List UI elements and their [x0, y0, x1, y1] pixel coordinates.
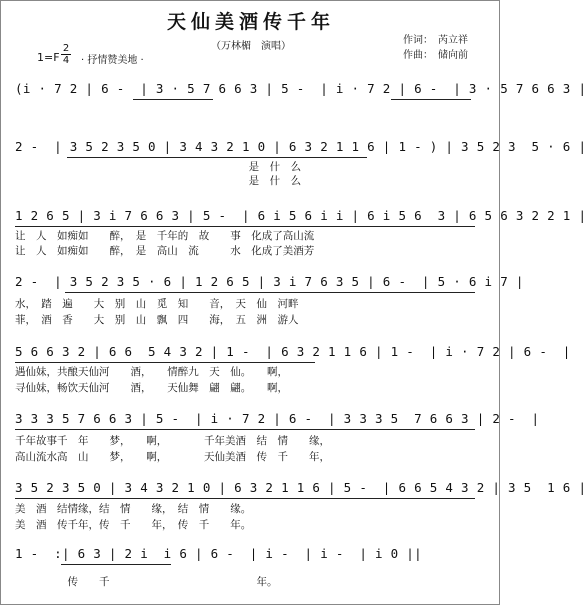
lyric-line: 美 酒 结情缘，结 情 缘， 结 情 缘。: [15, 503, 252, 515]
lyric-line: 让 人 如痴如 醉， 是 千年的 故 事 化成了高山流: [15, 230, 315, 242]
lyric-line: 让 人 如痴如 醉， 是 高山 流 水 化成了美酒芳: [15, 245, 315, 257]
beam-line: [15, 429, 475, 430]
beam-line: [391, 99, 471, 100]
time-signature-bottom: 4: [62, 55, 70, 66]
time-signature: [61, 43, 71, 66]
beam-line: [15, 498, 475, 499]
lyric-line: 美 酒 传千年，传 千 年， 传 千 年。: [15, 519, 252, 531]
beam-line: [61, 564, 171, 565]
beam-line: [133, 99, 213, 100]
notation-line: 1 2 6 5 | 3 i 7 6 6 3 | 5 - | 6 i 5 6 i i | 6 i 5 6 3 | 6 5 6 3 2 2 1 |: [15, 208, 586, 223]
notation-line: 2 - | 3 5 2 3 5 0 | 3 4 3 2 1 0 | 6 3 2 1 1 6 | 1 - ) | 3 5 2 3 5 · 6 |: [15, 139, 586, 154]
notation-line: 1 - :| 6 3 | 2 i i 6 | 6 - | i - | i - | i 0 ||: [15, 546, 422, 561]
beam-line: [67, 157, 367, 158]
singer-credit: （万林楣 演唱）: [211, 41, 291, 52]
lyric-line: 是 什 么: [15, 175, 302, 187]
notation-line: 3 5 2 3 5 0 | 3 4 3 2 1 0 | 6 3 2 1 1 6 | 5 - | 6 6 5 4 3 2 | 3 5 1 6 |: [15, 480, 586, 495]
lyric-line: 水， 踏 遍 大 别 山 觅 知 音， 天 仙 河畔: [15, 298, 299, 310]
composer-credit: 作曲： 储向前: [403, 50, 468, 61]
lyric-line: 千年故事千 年 梦， 啊， 千年美酒 结 情 缘，: [15, 435, 330, 447]
notation-line: 3 3 3 5 7 6 6 3 | 5 - | i · 7 2 | 6 - | 3 3 3 5 7 6 6 3 | 2 - |: [15, 411, 540, 426]
beam-line: [15, 362, 315, 363]
lyricist-credit: 作词： 芮立祥: [403, 35, 468, 46]
lyric-line: 高山流水高 山 梦， 啊， 天仙美酒 传 千 年，: [15, 451, 330, 463]
tempo-mood-marking: · 抒情赞美地 ·: [81, 55, 144, 66]
time-signature-top: 2: [62, 43, 70, 54]
notation-line: 2 - | 3 5 2 3 5 · 6 | 1 2 6 5 | 3 i 7 6 3 5 | 6 - | 5 · 6 i 7 |: [15, 274, 524, 289]
beam-line: [65, 292, 475, 293]
notation-line: 5 6 6 3 2 | 6 6 5 4 3 2 | 1 - | 6 3 2 1 1 6 | 1 - | i · 7 2 | 6 - |: [15, 344, 571, 359]
lyric-line: 寻仙妹，畅饮天仙河 酒， 天仙舞 翩 翩。 啊，: [15, 382, 288, 394]
lyric-line: 遇仙妹，共酿天仙河 酒， 情醉九 天 仙。 啊，: [15, 366, 288, 378]
lyric-line: 是 什 么: [15, 161, 302, 173]
beam-line: [15, 226, 475, 227]
song-title: 天仙美酒传千年: [166, 11, 335, 33]
lyric-line: 传 千 年。: [15, 576, 278, 588]
lyric-line: 菲， 酒 香 大 别 山 飘 四 海， 五 洲 游人: [15, 314, 299, 326]
notation-line: (i · 7 2 | 6 - | 3 · 5 7 6 6 3 | 5 - | i · 7 2 | 6 - | 3 · 5 7 6 6 3 |: [15, 81, 586, 96]
key-signature: 1=F: [37, 51, 60, 64]
